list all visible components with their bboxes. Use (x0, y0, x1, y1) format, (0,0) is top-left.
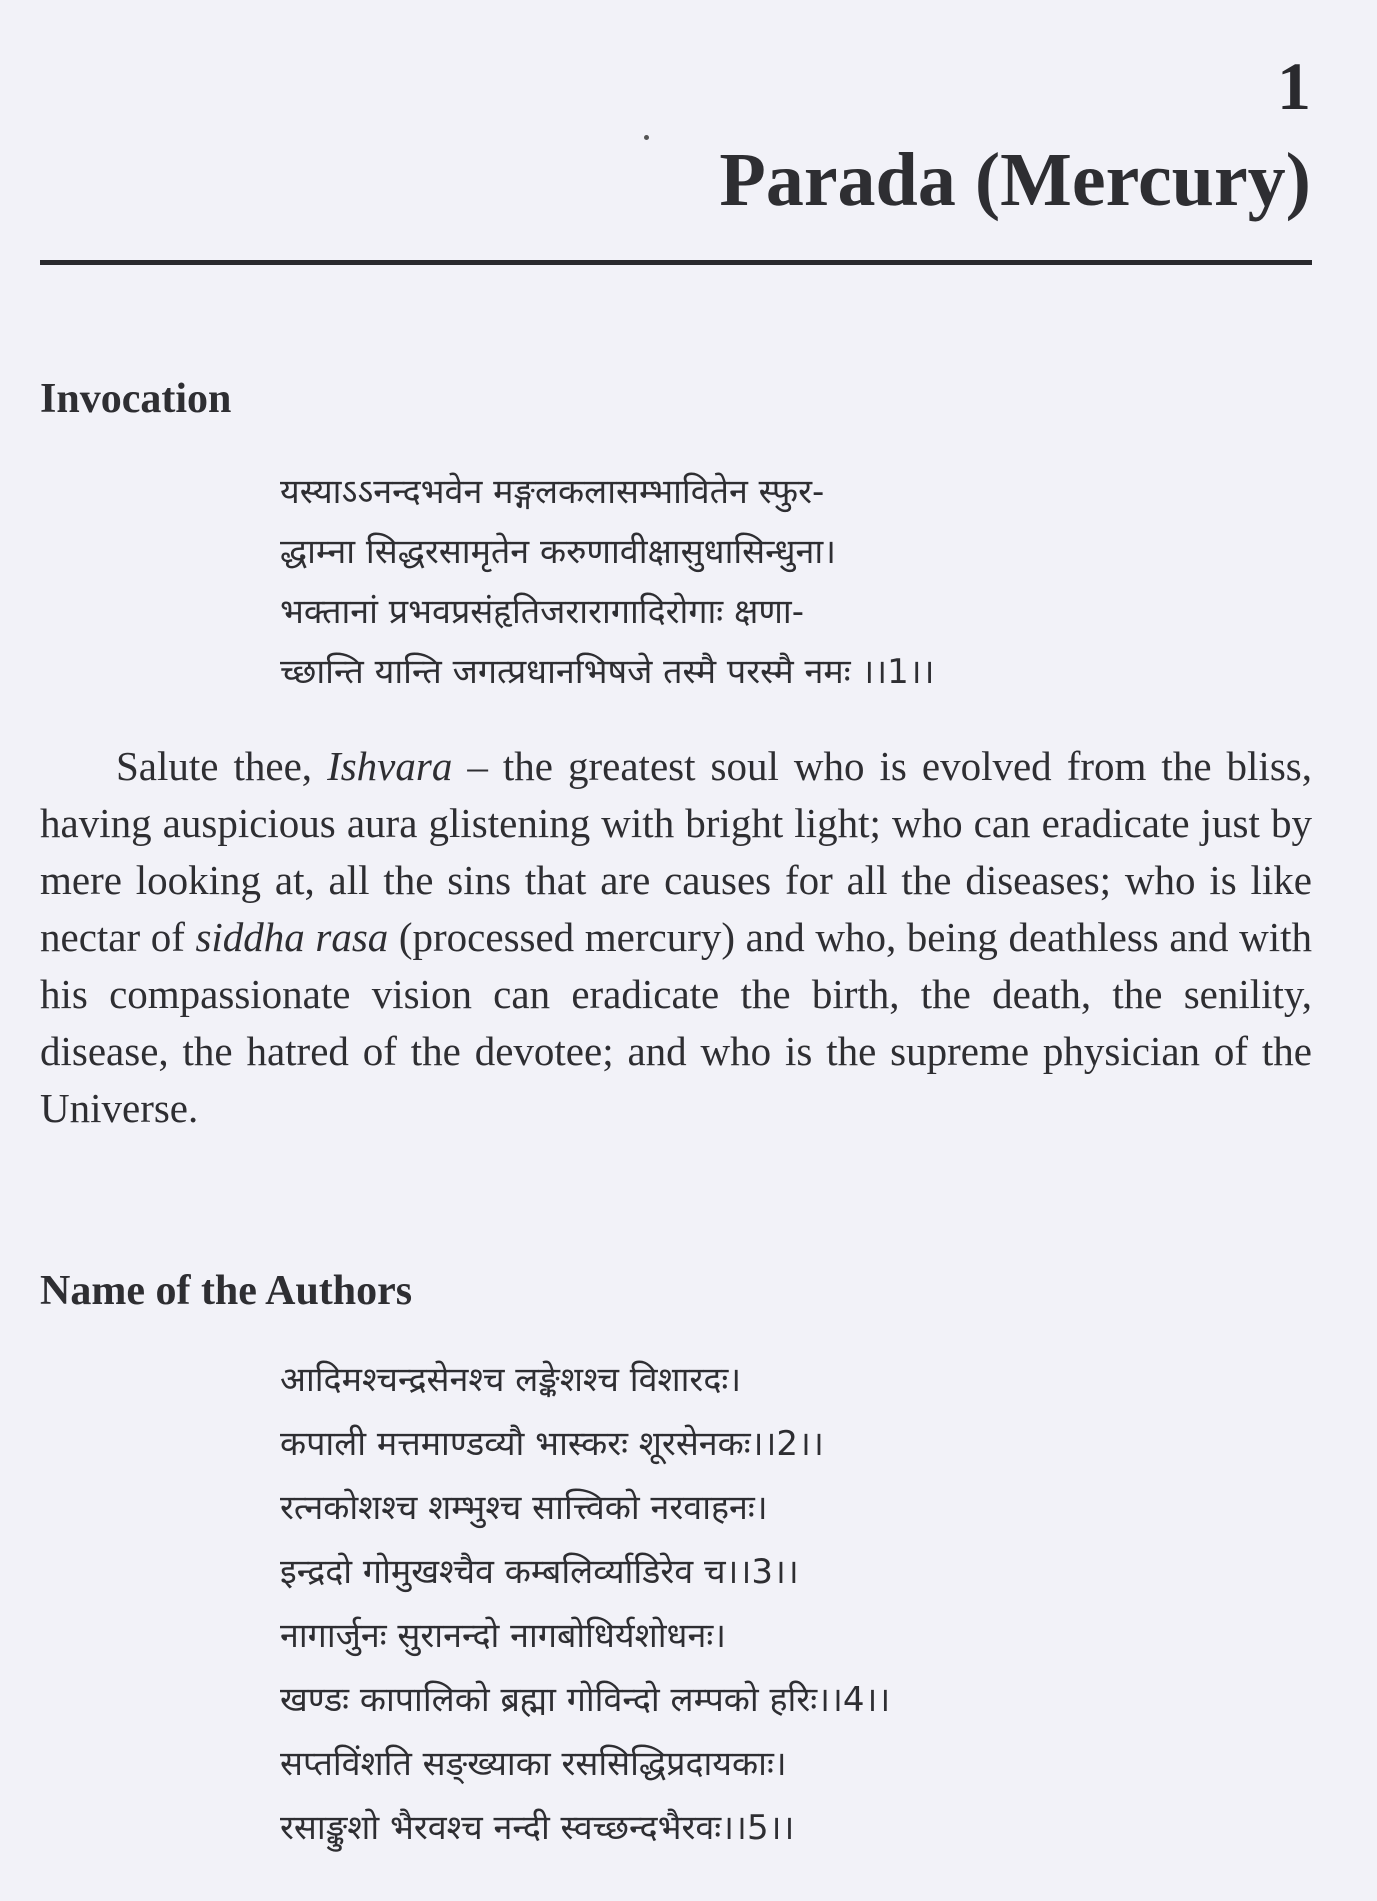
print-speck (644, 135, 649, 140)
prose-text: – the greatest soul who is evolved from the bliss, having auspicious aura glistening with bright light; who can eradicate just by mere looking at, all the sins that are causes for all the diseases; who is like nectar of (40, 743, 1312, 960)
invocation-translation (40, 738, 1312, 1137)
chapter-title: Parada (Mercury) (719, 138, 1311, 222)
verse-line: नागार्जुनः सुरानन्दो नागबोधिर्यशोधनः। (280, 1616, 727, 1656)
section-heading-authors: Name of the Authors (40, 1268, 413, 1314)
prose-text: (processed mercury) and who, being deathless and with his compassionate vision can eradicate the birth, the death, the senility, disease, the hatred of the devotee; and who is the supreme physician of the Universe. (40, 914, 1312, 1131)
prose-italic-term: Ishvara (327, 743, 453, 789)
verse-line: रसाङ्कुशो भैरवश्च नन्दी स्वच्छन्दभैरवः।।5।। (280, 1808, 795, 1848)
verse-line: खण्डः कापालिको ब्रह्मा गोविन्दो लम्पको हरिः।।4।। (280, 1680, 891, 1720)
invocation-verse (280, 462, 935, 702)
title-rule (40, 260, 1312, 265)
chapter-number: 1 (1277, 48, 1311, 124)
verse-line: भक्तानां प्रभवप्रसंहृतिजरारागादिरोगाः क्षणा- (280, 592, 804, 632)
verse-line: यस्याऽऽनन्दभवेन मङ्गलकलासम्भावितेन स्फुर- (280, 472, 825, 512)
verse-line: द्धाम्ना सिद्धरसामृतेन करुणावीक्षासुधासिन्धुना। (280, 532, 837, 572)
verse-line: कपाली मत्तमाण्डव्यौ भास्करः शूरसेनकः।।2।। (280, 1424, 824, 1464)
authors-verse (280, 1348, 890, 1860)
prose-italic-term: siddha rasa (195, 914, 389, 960)
verse-line: सप्तविंशति सङ्ख्याका रससिद्धिप्रदायकाः। (280, 1744, 787, 1784)
prose-text: Salute thee, (116, 743, 328, 789)
verse-line: आदिमश्चन्द्रसेनश्च लङ्केशश्च विशारदः। (280, 1360, 742, 1400)
verse-line: च्छान्ति यान्ति जगत्प्रधानभिषजे तस्मै परस्मै नमः ।।1।। (280, 652, 935, 692)
section-heading-invocation: Invocation (40, 376, 232, 422)
verse-line: इन्द्रदो गोमुखश्चैव कम्बलिर्व्याडिरेव च।।3।। (280, 1552, 799, 1592)
verse-line: रत्नकोशश्च शम्भुश्च सात्त्विको नरवाहनः। (280, 1488, 768, 1528)
